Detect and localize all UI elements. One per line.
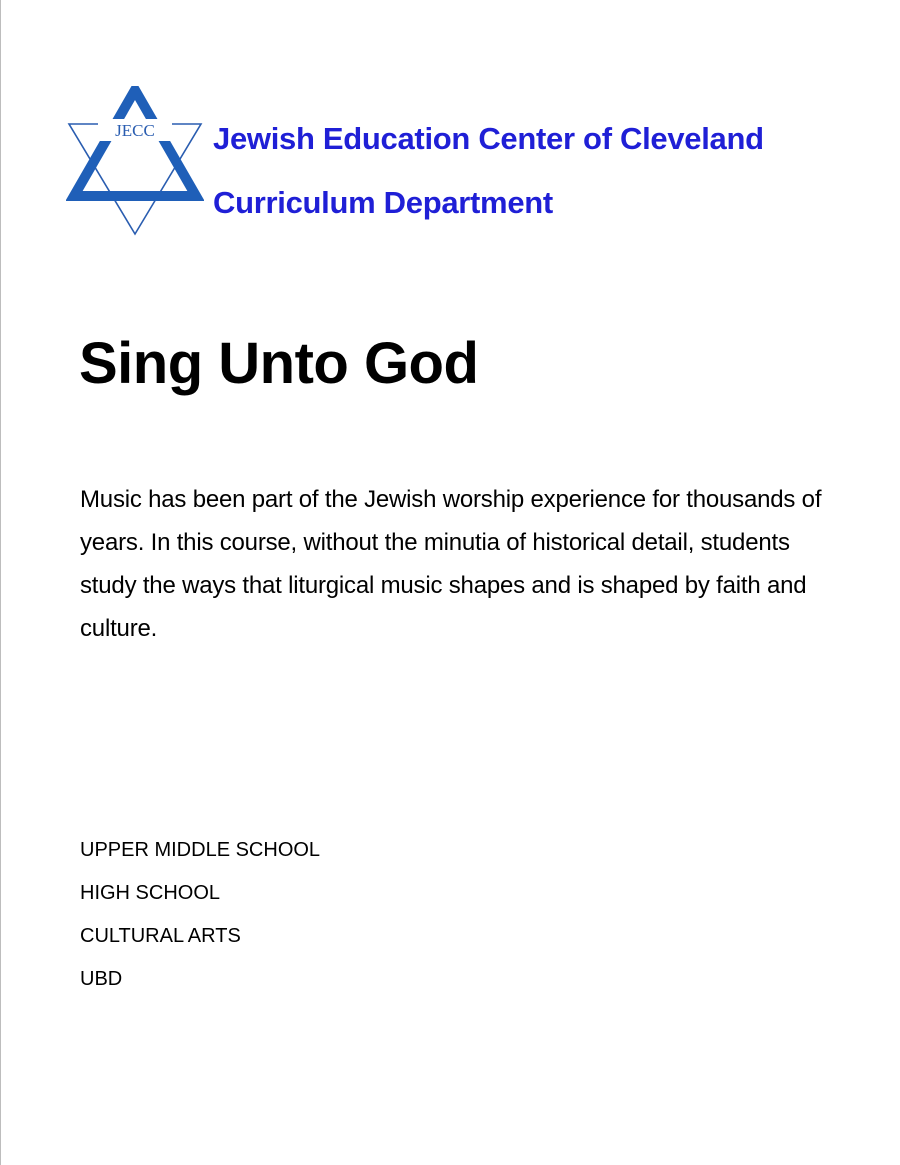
page-edge [0, 0, 1, 1165]
logo-up-triangle [74, 90, 196, 196]
tag-item: HIGH SCHOOL [80, 882, 221, 904]
course-title: Sing Unto God [79, 331, 479, 396]
logo-text: JECC [115, 121, 155, 140]
tag-item: CULTURAL ARTS [80, 925, 241, 947]
organization-name: Jewish Education Center of Cleveland [213, 121, 764, 156]
tag-item: UPPER MIDDLE SCHOOL [80, 839, 321, 861]
organization-header [213, 107, 764, 235]
tag-item: UBD [80, 968, 123, 990]
jecc-star-logo [66, 86, 204, 236]
department-name: Curriculum Department [213, 185, 553, 220]
course-tags [80, 829, 320, 1001]
course-description: Music has been part of the Jewish worship experience for thousands of years. In this course, without the minutia of historical detail, students study the ways that liturgical music shapes and is shaped by faith and culture. [80, 486, 822, 642]
